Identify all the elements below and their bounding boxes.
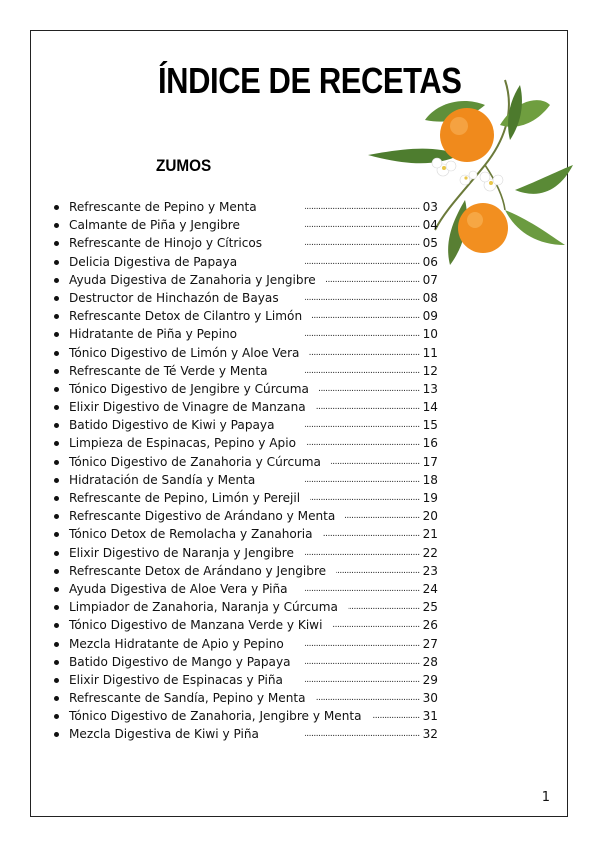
bullet-icon xyxy=(54,660,59,665)
toc-entry[interactable] xyxy=(54,198,438,216)
bullet-icon xyxy=(54,569,59,574)
toc-entry[interactable] xyxy=(54,616,438,634)
toc-entry-page: ..... 10 xyxy=(420,325,438,343)
toc-entry[interactable] xyxy=(54,471,438,489)
toc-entry-title: Refrescante de Pepino, Limón y Perejil xyxy=(69,491,301,505)
toc-entry-page: ..... 32 xyxy=(420,725,438,743)
toc-entry-title: Limpieza de Espinacas, Pepino y Apio xyxy=(69,436,296,451)
bullet-icon xyxy=(54,551,59,556)
toc-entry-page: ..... 11 xyxy=(420,344,438,362)
toc-entry[interactable] xyxy=(54,635,438,653)
page-number: 1 xyxy=(541,790,550,805)
toc-entry-page: ..... 21 xyxy=(420,525,438,543)
toc-entry-title: Destructor de Hinchazón de Bayas xyxy=(69,290,279,305)
toc-entry[interactable] xyxy=(54,544,438,562)
toc-entry-title: Refrescante Digestivo de Arándano y Menta xyxy=(69,509,336,524)
toc-entry-title: Mezcla Hidratante de Apio y Pepino xyxy=(69,636,284,651)
toc-entry-page: ..... 07 xyxy=(420,271,438,289)
bullet-icon xyxy=(54,260,59,265)
toc-entry-page: ..... 05 xyxy=(420,234,438,252)
bullet-icon xyxy=(54,623,59,628)
toc-entry-title: Ayuda Digestiva de Aloe Vera y Piña xyxy=(69,581,288,596)
toc-entry-page: ..... 08 xyxy=(420,289,438,307)
toc-entry-title: Elixir Digestivo de Naranja y Jengibre xyxy=(69,545,294,560)
toc-entry-page: ..... 23 xyxy=(420,562,438,580)
toc-entry[interactable] xyxy=(54,671,438,689)
toc-entry-title: Tónico Digestivo de Limón y Aloe Vera xyxy=(69,345,300,360)
toc-entry-title: Refrescante de Té Verde y Menta xyxy=(69,363,268,378)
toc-entry-page: ..... 04 xyxy=(420,216,438,234)
toc-entry-page: ..... 20 xyxy=(420,507,438,525)
toc-entry-page: ..... 17 xyxy=(420,453,438,471)
toc-entry-title: Hidratante de Piña y Pepino xyxy=(69,327,238,342)
toc-entry-page: ..... 16 xyxy=(420,434,438,452)
bullet-icon xyxy=(54,514,59,519)
toc-entry[interactable] xyxy=(54,598,438,616)
toc-entry[interactable] xyxy=(54,307,438,325)
toc-entry[interactable] xyxy=(54,253,438,271)
toc-entry-title: Calmante de Piña y Jengibre xyxy=(69,218,240,233)
toc-entry[interactable] xyxy=(54,525,438,543)
toc-entry[interactable] xyxy=(54,562,438,580)
bullet-icon xyxy=(54,605,59,610)
bullet-icon xyxy=(54,332,59,337)
toc-entry-title: Refrescante de Pepino y Menta xyxy=(69,200,257,214)
toc-entry[interactable] xyxy=(54,398,438,416)
toc-entry[interactable] xyxy=(54,489,438,507)
bullet-icon xyxy=(54,642,59,647)
toc-entry-title: Refrescante Detox de Cilantro y Limón xyxy=(69,309,303,324)
toc-entry-page: ..... 29 xyxy=(420,671,438,689)
bullet-icon xyxy=(54,678,59,683)
toc-entry-title: Delicia Digestiva de Papaya xyxy=(69,254,238,269)
bullet-icon xyxy=(54,278,59,283)
bullet-icon xyxy=(54,351,59,356)
page-title: ÍNDICE DE RECETAS xyxy=(158,60,462,101)
bullet-icon xyxy=(54,496,59,501)
bullet-icon xyxy=(54,460,59,465)
toc-entry-page: ..... 19 xyxy=(420,489,438,507)
toc-entry-page: ..... 12 xyxy=(420,362,438,380)
toc-entry[interactable] xyxy=(54,507,438,525)
toc-entry-title: Batido Digestivo de Mango y Papaya xyxy=(69,654,291,669)
toc-entry-page: ..... 18 xyxy=(420,471,438,489)
toc-entry-title: Batido Digestivo de Kiwi y Papaya xyxy=(69,418,275,433)
toc-entry-page: ..... 25 xyxy=(420,598,438,616)
toc-entry-page: ..... 28 xyxy=(420,653,438,671)
toc-entry-page: ..... 24 xyxy=(420,580,438,598)
toc-entry[interactable] xyxy=(54,271,438,289)
bullet-icon xyxy=(54,296,59,301)
toc-entry-page: ..... 14 xyxy=(420,398,438,416)
toc-entry-title: Tónico Detox de Remolacha y Zanahoria xyxy=(69,527,313,542)
toc-entry[interactable] xyxy=(54,689,438,707)
toc-entry-page: ..... 30 xyxy=(420,689,438,707)
toc-entry-title: Refrescante Detox de Arándano y Jengibre xyxy=(69,563,327,578)
toc-entry[interactable] xyxy=(54,344,438,362)
toc-entry[interactable] xyxy=(54,416,438,434)
bullet-icon xyxy=(54,587,59,592)
toc-entry-title: Elixir Digestivo de Vinagre de Manzana xyxy=(69,400,306,415)
toc-entry[interactable] xyxy=(54,580,438,598)
toc-entry-page: ..... 22 xyxy=(420,544,438,562)
toc-entry-title: Tónico Digestivo de Zanahoria y Cúrcuma xyxy=(69,454,321,469)
toc-entry[interactable] xyxy=(54,289,438,307)
bullet-icon xyxy=(54,369,59,374)
bullet-icon xyxy=(54,223,59,228)
toc-entry-page: ..... 03 xyxy=(420,198,438,216)
toc-entry-page: ..... 06 xyxy=(420,253,438,271)
toc-entry[interactable] xyxy=(54,216,438,234)
toc-entry[interactable] xyxy=(54,453,438,471)
bullet-icon xyxy=(54,314,59,319)
toc-entry-title: Tónico Digestivo de Jengibre y Cúrcuma xyxy=(69,381,309,396)
toc-entry-title: Mezcla Digestiva de Kiwi y Piña xyxy=(69,727,259,742)
toc-entry[interactable] xyxy=(54,362,438,380)
toc-entry[interactable] xyxy=(54,653,438,671)
toc-entry-title: Refrescante de Sandía, Pepino y Menta xyxy=(69,691,306,706)
toc-entry[interactable] xyxy=(54,325,438,343)
toc-entry-page: ..... 09 xyxy=(420,307,438,325)
toc-entry-page: ..... 31 xyxy=(420,707,438,725)
toc-entry-page: ..... 13 xyxy=(420,380,438,398)
toc-entry-page: ..... 27 xyxy=(420,635,438,653)
toc-entry-page: ..... 15 xyxy=(420,416,438,434)
recipe-index-list xyxy=(54,198,438,744)
toc-entry-title: Tónico Digestivo de Zanahoria, Jengibre y Menta xyxy=(69,709,362,724)
toc-entry-title: Limpiador de Zanahoria, Naranja y Cúrcuma xyxy=(69,600,338,615)
bullet-icon xyxy=(54,696,59,701)
bullet-icon xyxy=(54,405,59,410)
toc-entry[interactable] xyxy=(54,380,438,398)
toc-entry[interactable] xyxy=(54,434,438,452)
toc-entry-page: ..... 26 xyxy=(420,616,438,634)
bullet-icon xyxy=(54,205,59,210)
toc-entry[interactable] xyxy=(54,725,438,743)
bullet-icon xyxy=(54,241,59,246)
toc-entry-title: Elixir Digestivo de Espinacas y Piña xyxy=(69,672,283,687)
section-heading: ZUMOS xyxy=(156,156,212,175)
bullet-icon xyxy=(54,441,59,446)
toc-entry-title: Ayuda Digestiva de Zanahoria y Jengibre xyxy=(69,272,316,287)
bullet-icon xyxy=(54,714,59,719)
toc-entry-title: Tónico Digestivo de Manzana Verde y Kiwi xyxy=(69,618,323,633)
bullet-icon xyxy=(54,532,59,537)
toc-entry-title: Refrescante de Hinojo y Cítricos xyxy=(69,236,263,251)
toc-entry[interactable] xyxy=(54,234,438,252)
bullet-icon xyxy=(54,423,59,428)
bullet-icon xyxy=(54,478,59,483)
toc-entry[interactable] xyxy=(54,707,438,725)
bullet-icon xyxy=(54,387,59,392)
toc-entry-title: Hidratación de Sandía y Menta xyxy=(69,472,256,487)
bullet-icon xyxy=(54,732,59,737)
